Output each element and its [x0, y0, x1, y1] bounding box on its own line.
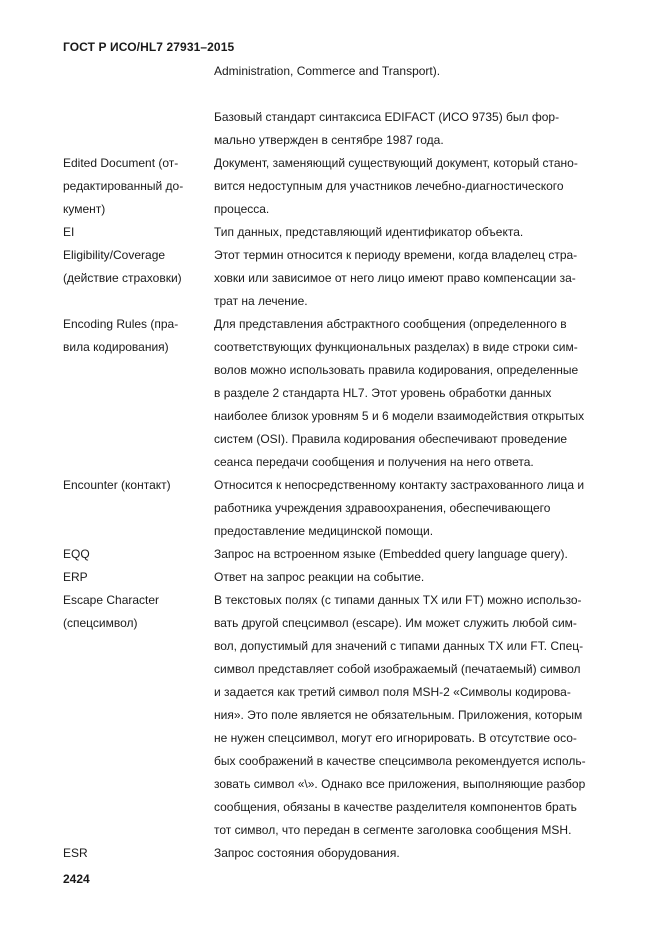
page-number: 2424 [63, 872, 90, 886]
glossary-term: ERP [63, 570, 88, 584]
continuation-paragraph: Базовый стандарт синтаксиса EDIFACT (ИСО 9735) был фор- мально утвержден в сентябре 1987 года. [214, 110, 560, 147]
glossary-entry [63, 221, 633, 244]
glossary-term: Eligibility/Coverage (действие страховки) [63, 248, 182, 285]
glossary-entry [63, 474, 633, 543]
glossary-entry [63, 589, 633, 842]
continuation-line: Administration, Commerce and Transport). [214, 64, 441, 78]
glossary-term: EQQ [63, 547, 90, 561]
page-header: ГОСТ Р ИСО/HL7 27931–2015 [63, 40, 235, 54]
glossary-term: EI [63, 225, 75, 239]
glossary-definition: Для представления абстрактного сообщения (определенного в соответствующих функциональных разделах) в виде строки сим- волов можно использовать правила кодирования, определенные в разделе 2 стандарта HL7. Этот уровень обработки данных наиболее близок уровням 5 и 6 модели взаимодействия открытых систем (OSI). Правила кодирования обеспечивают проведение сеанса передачи сообщения и получения на него ответа. [214, 317, 585, 469]
glossary-term: Encoding Rules (пра- вила кодирования) [63, 317, 179, 354]
term-empty [63, 106, 214, 152]
glossary-term: Encounter (контакт) [63, 478, 171, 492]
glossary-definition: Запрос состояния оборудования. [214, 846, 400, 860]
glossary-definition: Относится к непосредственному контакту застрахованного лица и работника учреждения здравоохранения, обеспечивающего предоставление медицинской помощи. [214, 478, 585, 538]
glossary-entry [63, 152, 633, 221]
glossary-entry [63, 566, 633, 589]
continuation-entry [63, 60, 633, 83]
glossary-definition: Ответ на запрос реакции на событие. [214, 570, 425, 584]
term-empty [63, 60, 214, 83]
paragraph-spacer [63, 83, 633, 106]
glossary-definition: Запрос на встроенном языке (Embedded query language query). [214, 547, 568, 561]
glossary [63, 60, 633, 865]
glossary-entry [63, 543, 633, 566]
glossary-definition: Документ, заменяющий существующий документ, который стано- вится недоступным для участников лечебно-диагностического процесса. [214, 156, 578, 216]
continuation-entry [63, 106, 633, 152]
glossary-definition: Тип данных, представляющий идентификатор объекта. [214, 225, 524, 239]
glossary-definition: Этот термин относится к периоду времени, когда владелец стра- ховки или зависимое от него лицо имеют право компенсации за- трат на лечение. [214, 248, 578, 308]
glossary-entry [63, 244, 633, 313]
glossary-term: Edited Document (от- редактированный до- кумент) [63, 156, 184, 216]
glossary-entry [63, 313, 633, 474]
glossary-definition: В текстовых полях (с типами данных TX или FT) можно использо- вать другой спецсимвол (escape). Им может служить любой сим- вол, допустимый для значений с типами данных TX или FT. Спец- символ представляет собой изображаемый (печатаемый) символ и задается как третий символ поля MSH-2 «Символы кодирова- ния». Это поле является не обязательным. Приложения, которым не нужен спецсимвол, могут его игнорировать. В отсутствие осо- бых соображений в качестве спецсимвола рекомендуется исполь- зовать символ «\». Однако все приложения, выполняющие разбор сообщения, обязаны в качестве разделителя компонентов брать тот символ, что передан в сегменте заголовка сообщения MSH. [214, 593, 586, 837]
glossary-term: ESR [63, 846, 88, 860]
glossary-entry [63, 842, 633, 865]
glossary-term: Escape Character (спецсимвол) [63, 593, 160, 630]
